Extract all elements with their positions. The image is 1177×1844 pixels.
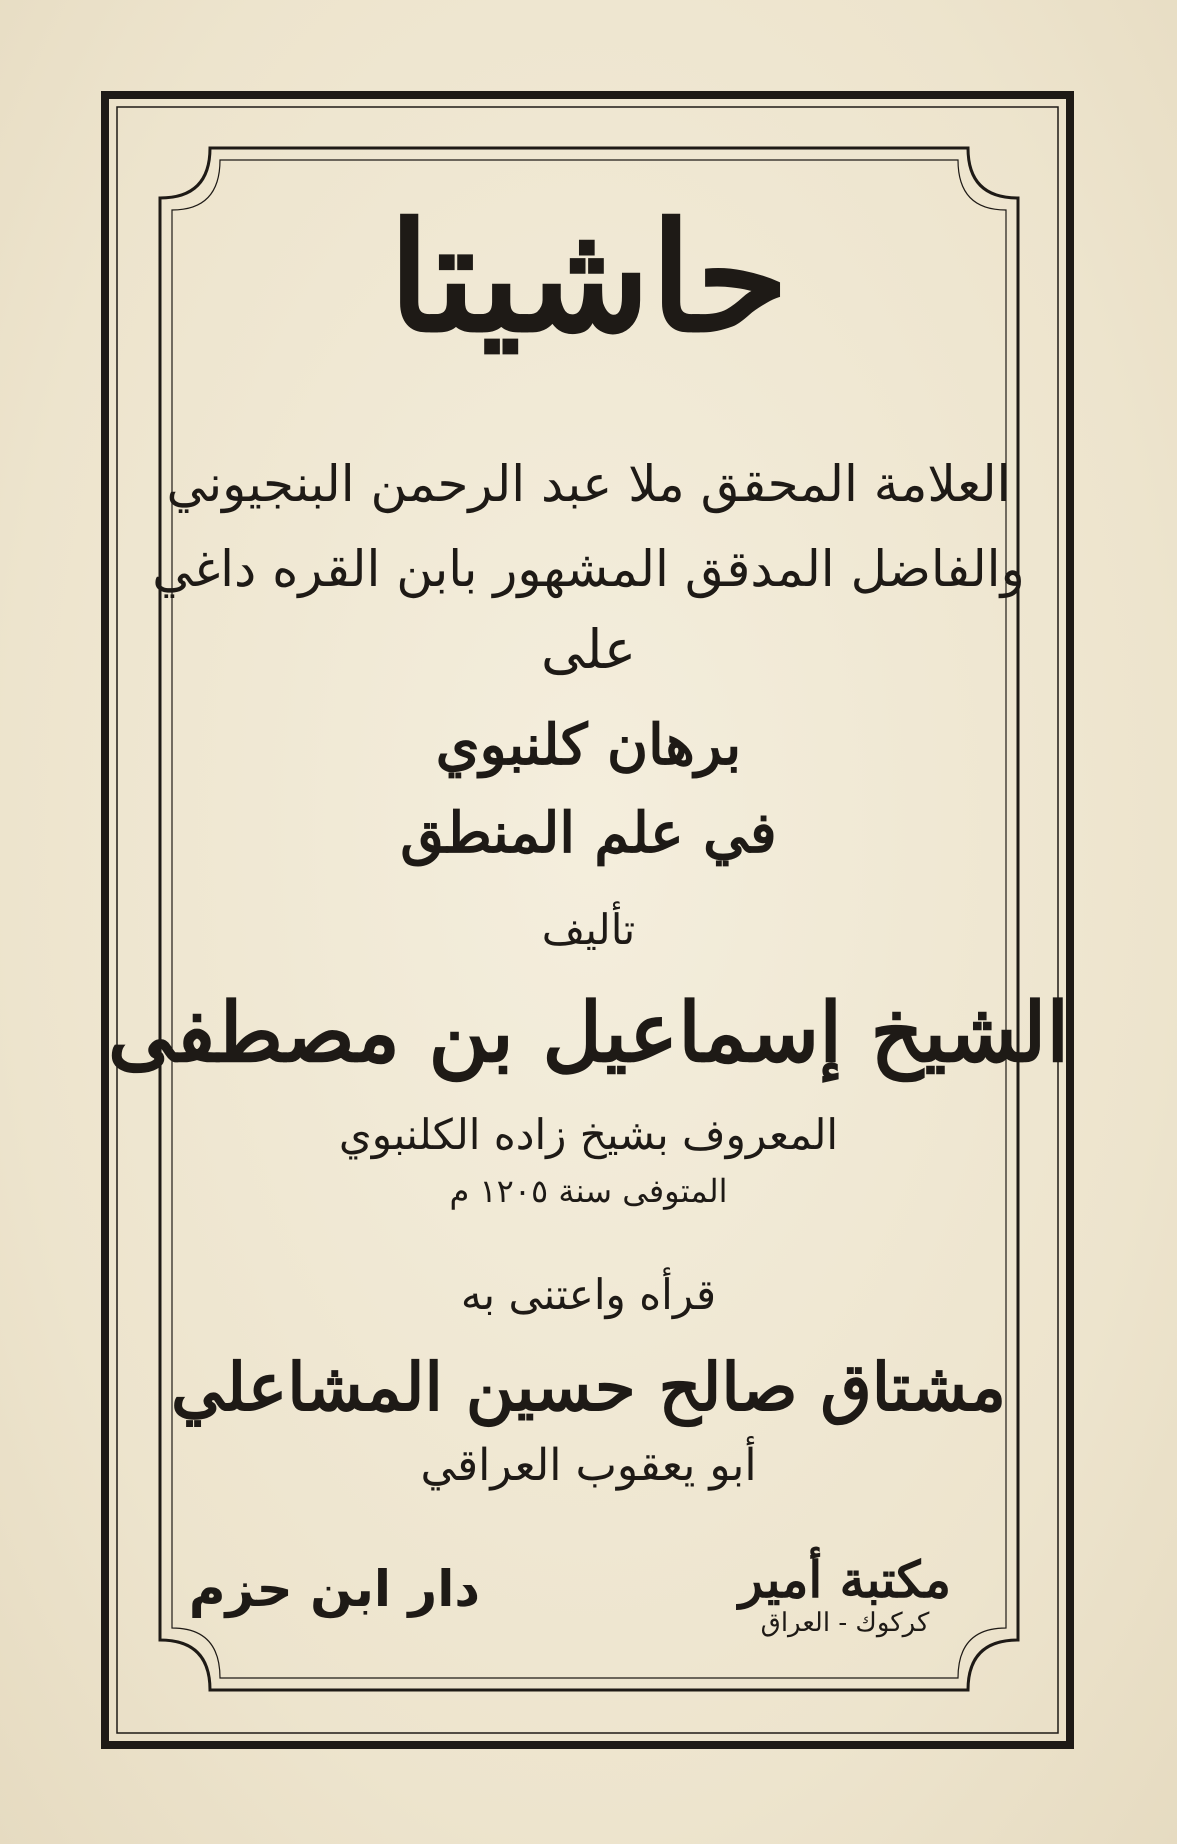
editor-label: قرأه واعتنى به — [460, 1270, 717, 1319]
on-word: على — [540, 618, 637, 681]
book-title: حاشيتا — [388, 190, 789, 366]
publisher-place: كركوك - العراق — [760, 1608, 930, 1638]
publisher-maktabat-amir — [700, 1552, 990, 1641]
author-death-year: المتوفى سنة ١٢٠٥ م — [449, 1172, 728, 1210]
authors-line-2: والفاضل المدقق المشهور بابن القره داغي — [152, 540, 1025, 598]
editor-kunya: أبو يعقوب العراقي — [420, 1440, 757, 1491]
book-name: برهان كلنبوي — [435, 712, 742, 778]
authorship-label: تأليف — [541, 905, 636, 954]
author-name: الشيخ إسماعيل بن مصطفى — [107, 985, 1070, 1081]
publisher-logo-dar-ibn-hazm: دار ابن حزم — [188, 1560, 480, 1618]
publisher-name: مكتبة أمير — [738, 1550, 952, 1609]
book-subject: في علم المنطق — [400, 800, 777, 866]
authors-line-1: العلامة المحقق ملا عبد الرحمن البنجيوني — [166, 455, 1011, 513]
author-known-as: المعروف بشيخ زاده الكلنبوي — [338, 1110, 839, 1159]
editor-name: مشتاق صالح حسين المشاعلي — [171, 1348, 1006, 1426]
